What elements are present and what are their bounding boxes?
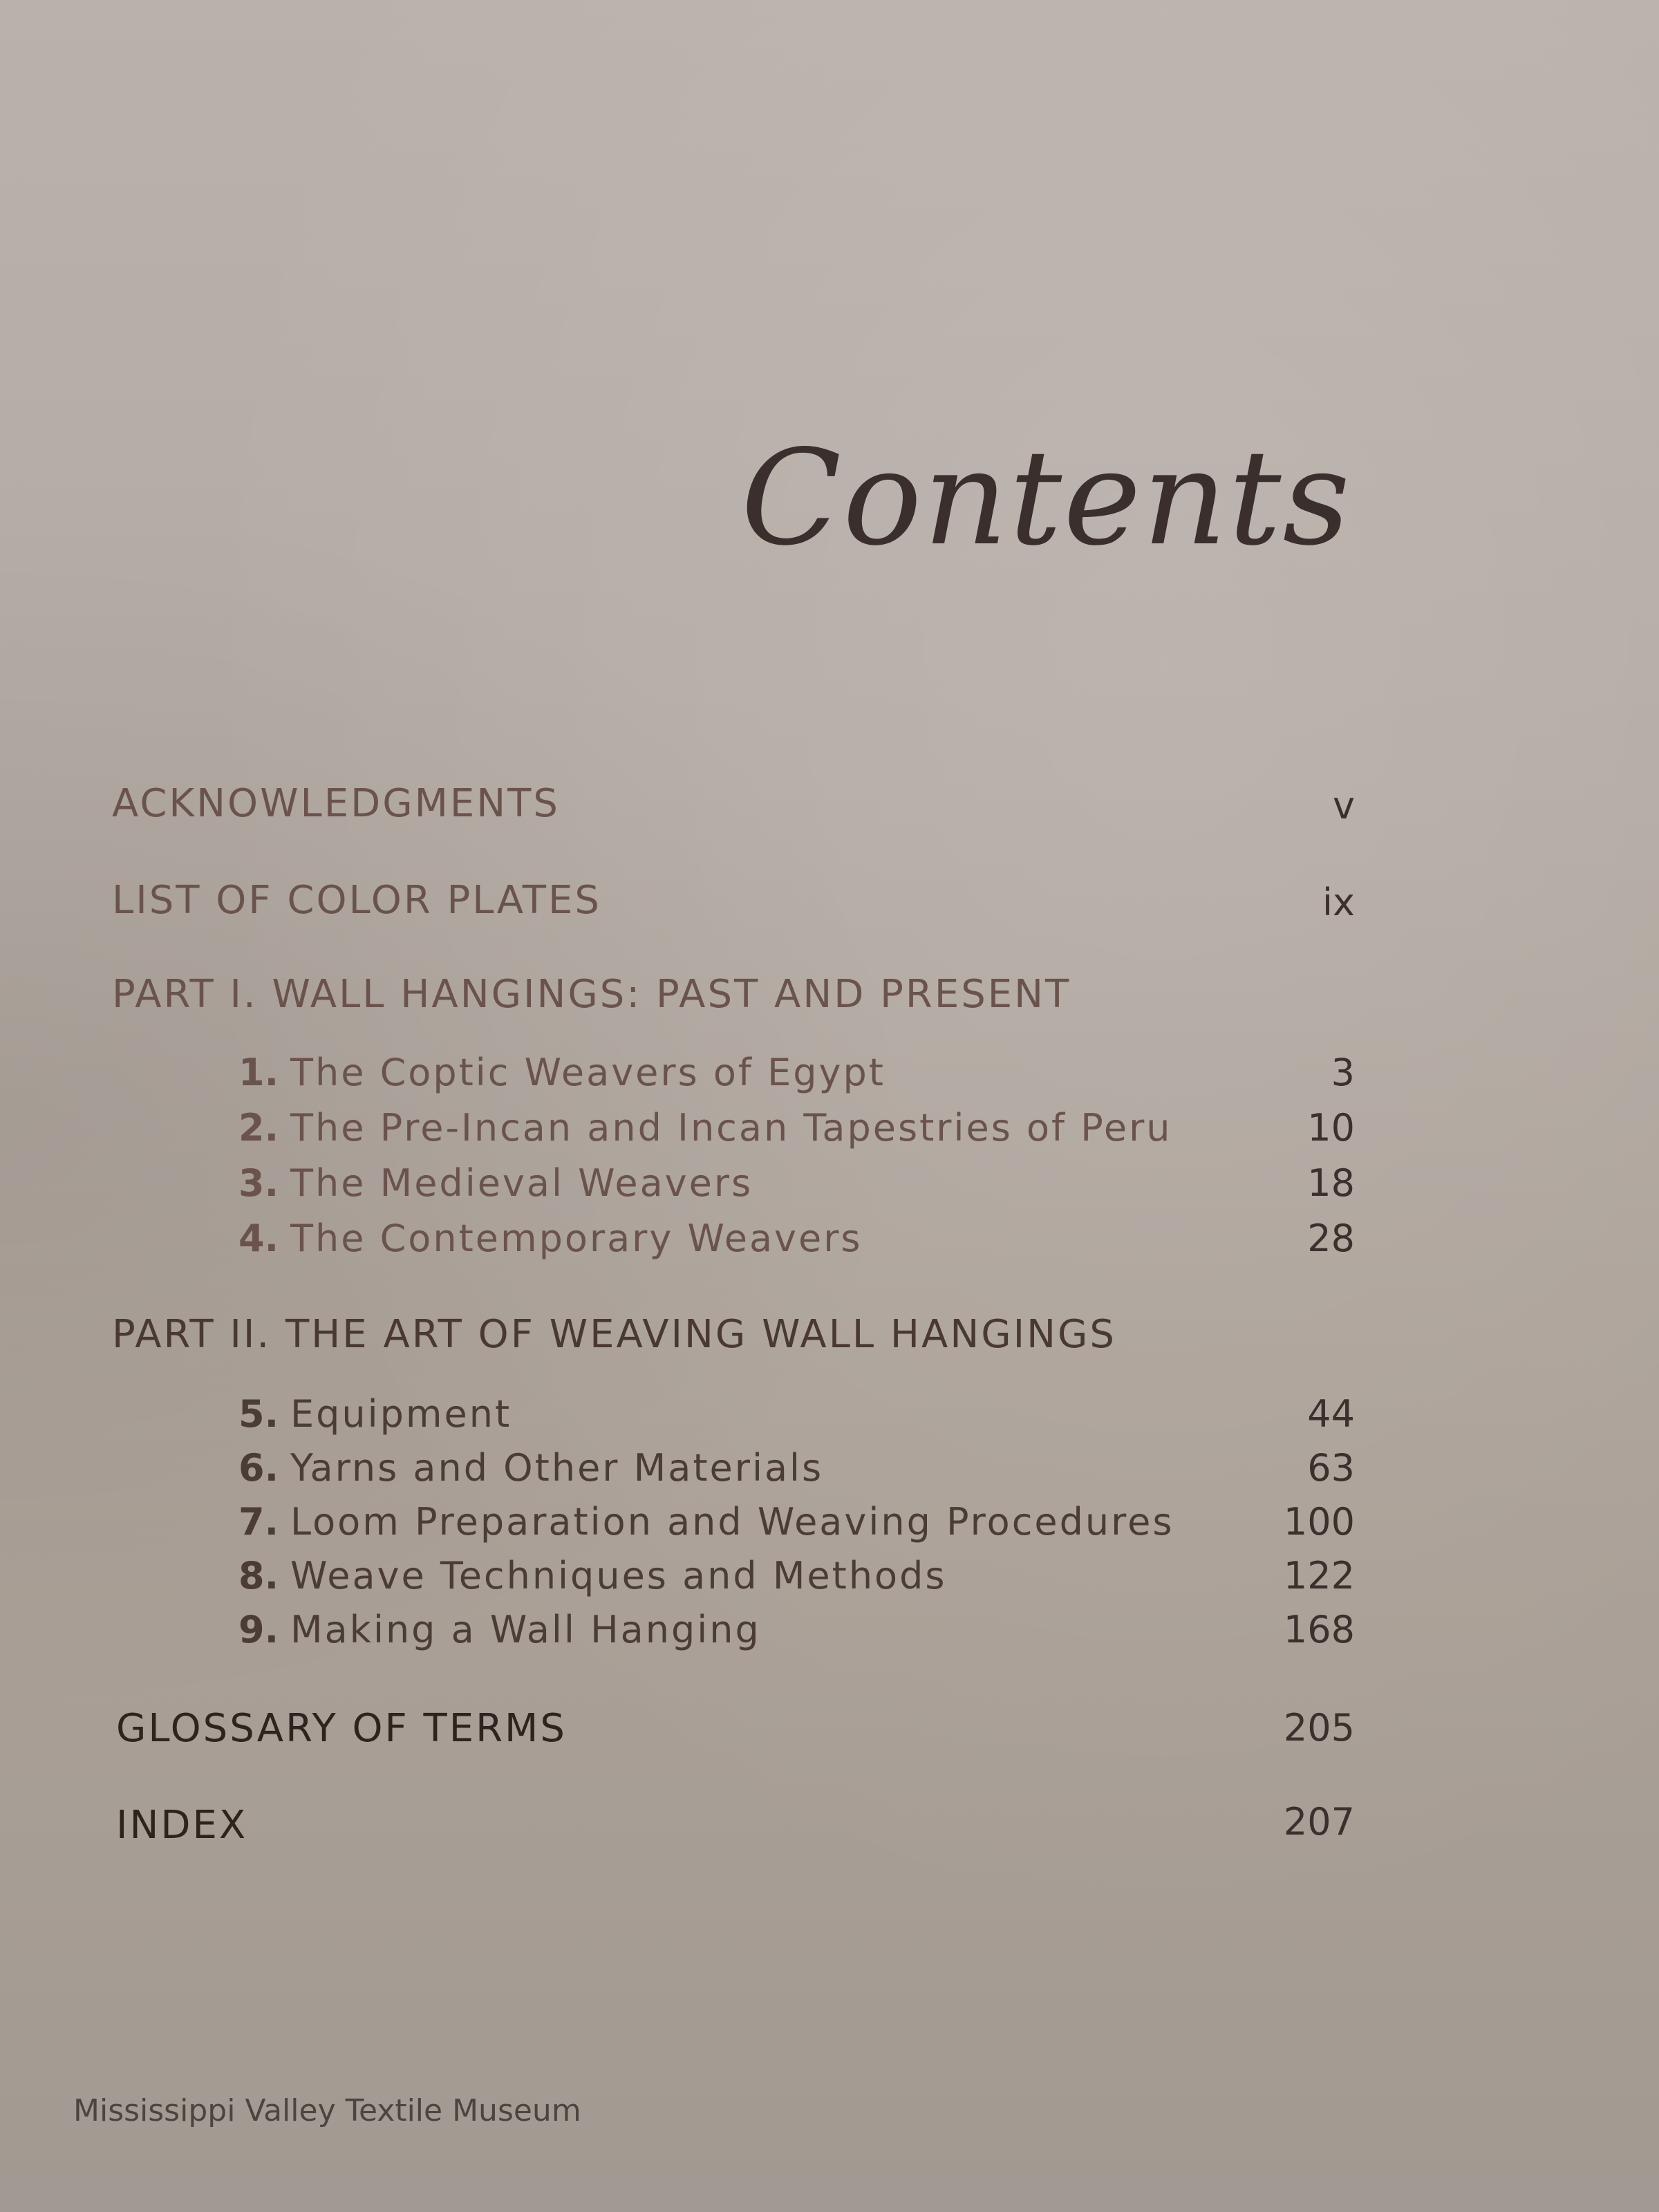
chapter-title: Weave Techniques and Methods	[290, 1554, 947, 1597]
chapter-page: 3	[1331, 1051, 1355, 1094]
chapter-page: 10	[1307, 1106, 1355, 1150]
chapter-title: The Pre-Incan and Incan Tapestries of Peru	[290, 1106, 1172, 1150]
chapter-number: 8.	[238, 1554, 279, 1597]
chapter-number: 2.	[238, 1106, 279, 1150]
chapter-title: Making a Wall Hanging	[290, 1608, 761, 1651]
chapter-number: 7.	[238, 1500, 279, 1544]
toc-entry-page: v	[1333, 784, 1355, 827]
chapter-title: Yarns and Other Materials	[290, 1446, 824, 1490]
chapter-page: 28	[1307, 1217, 1355, 1260]
toc-entry-page: ix	[1322, 881, 1355, 924]
chapter-page: 18	[1307, 1161, 1355, 1205]
chapter-page: 63	[1307, 1446, 1355, 1490]
toc-entry-page: 207	[1283, 1800, 1355, 1844]
chapter-page: 122	[1283, 1554, 1355, 1597]
part-label: PART I. WALL HANGINGS: PAST AND PRESENT	[112, 972, 1071, 1017]
chapter-number: 3.	[238, 1161, 279, 1205]
chapter-title: The Coptic Weavers of Egypt	[290, 1051, 885, 1094]
chapter-page: 44	[1307, 1392, 1355, 1436]
toc-entry-label: ACKNOWLEDGMENTS	[112, 781, 560, 826]
toc-entry-label: LIST OF COLOR PLATES	[112, 878, 601, 923]
chapter-title: The Contemporary Weavers	[290, 1217, 863, 1260]
chapter-title: Equipment	[290, 1392, 512, 1436]
page-title: Contents	[740, 422, 1351, 574]
toc-entry-page: 205	[1283, 1706, 1355, 1750]
chapter-number: 1.	[238, 1051, 279, 1094]
chapter-number: 9.	[238, 1608, 279, 1651]
chapter-number: 6.	[238, 1446, 279, 1490]
toc-entry-label: GLOSSARY OF TERMS	[116, 1706, 567, 1751]
chapter-title: The Medieval Weavers	[290, 1161, 753, 1205]
chapter-page: 168	[1283, 1608, 1355, 1651]
chapter-number: 4.	[238, 1217, 279, 1260]
watermark-credit: Mississippi Valley Textile Museum	[73, 2093, 581, 2128]
toc-entry-label: INDEX	[116, 1803, 248, 1848]
chapter-title: Loom Preparation and Weaving Procedures	[290, 1500, 1174, 1544]
chapter-page: 100	[1283, 1500, 1355, 1544]
part-label: PART II. THE ART OF WEAVING WALL HANGINGS	[112, 1312, 1116, 1357]
chapter-number: 5.	[238, 1392, 279, 1436]
